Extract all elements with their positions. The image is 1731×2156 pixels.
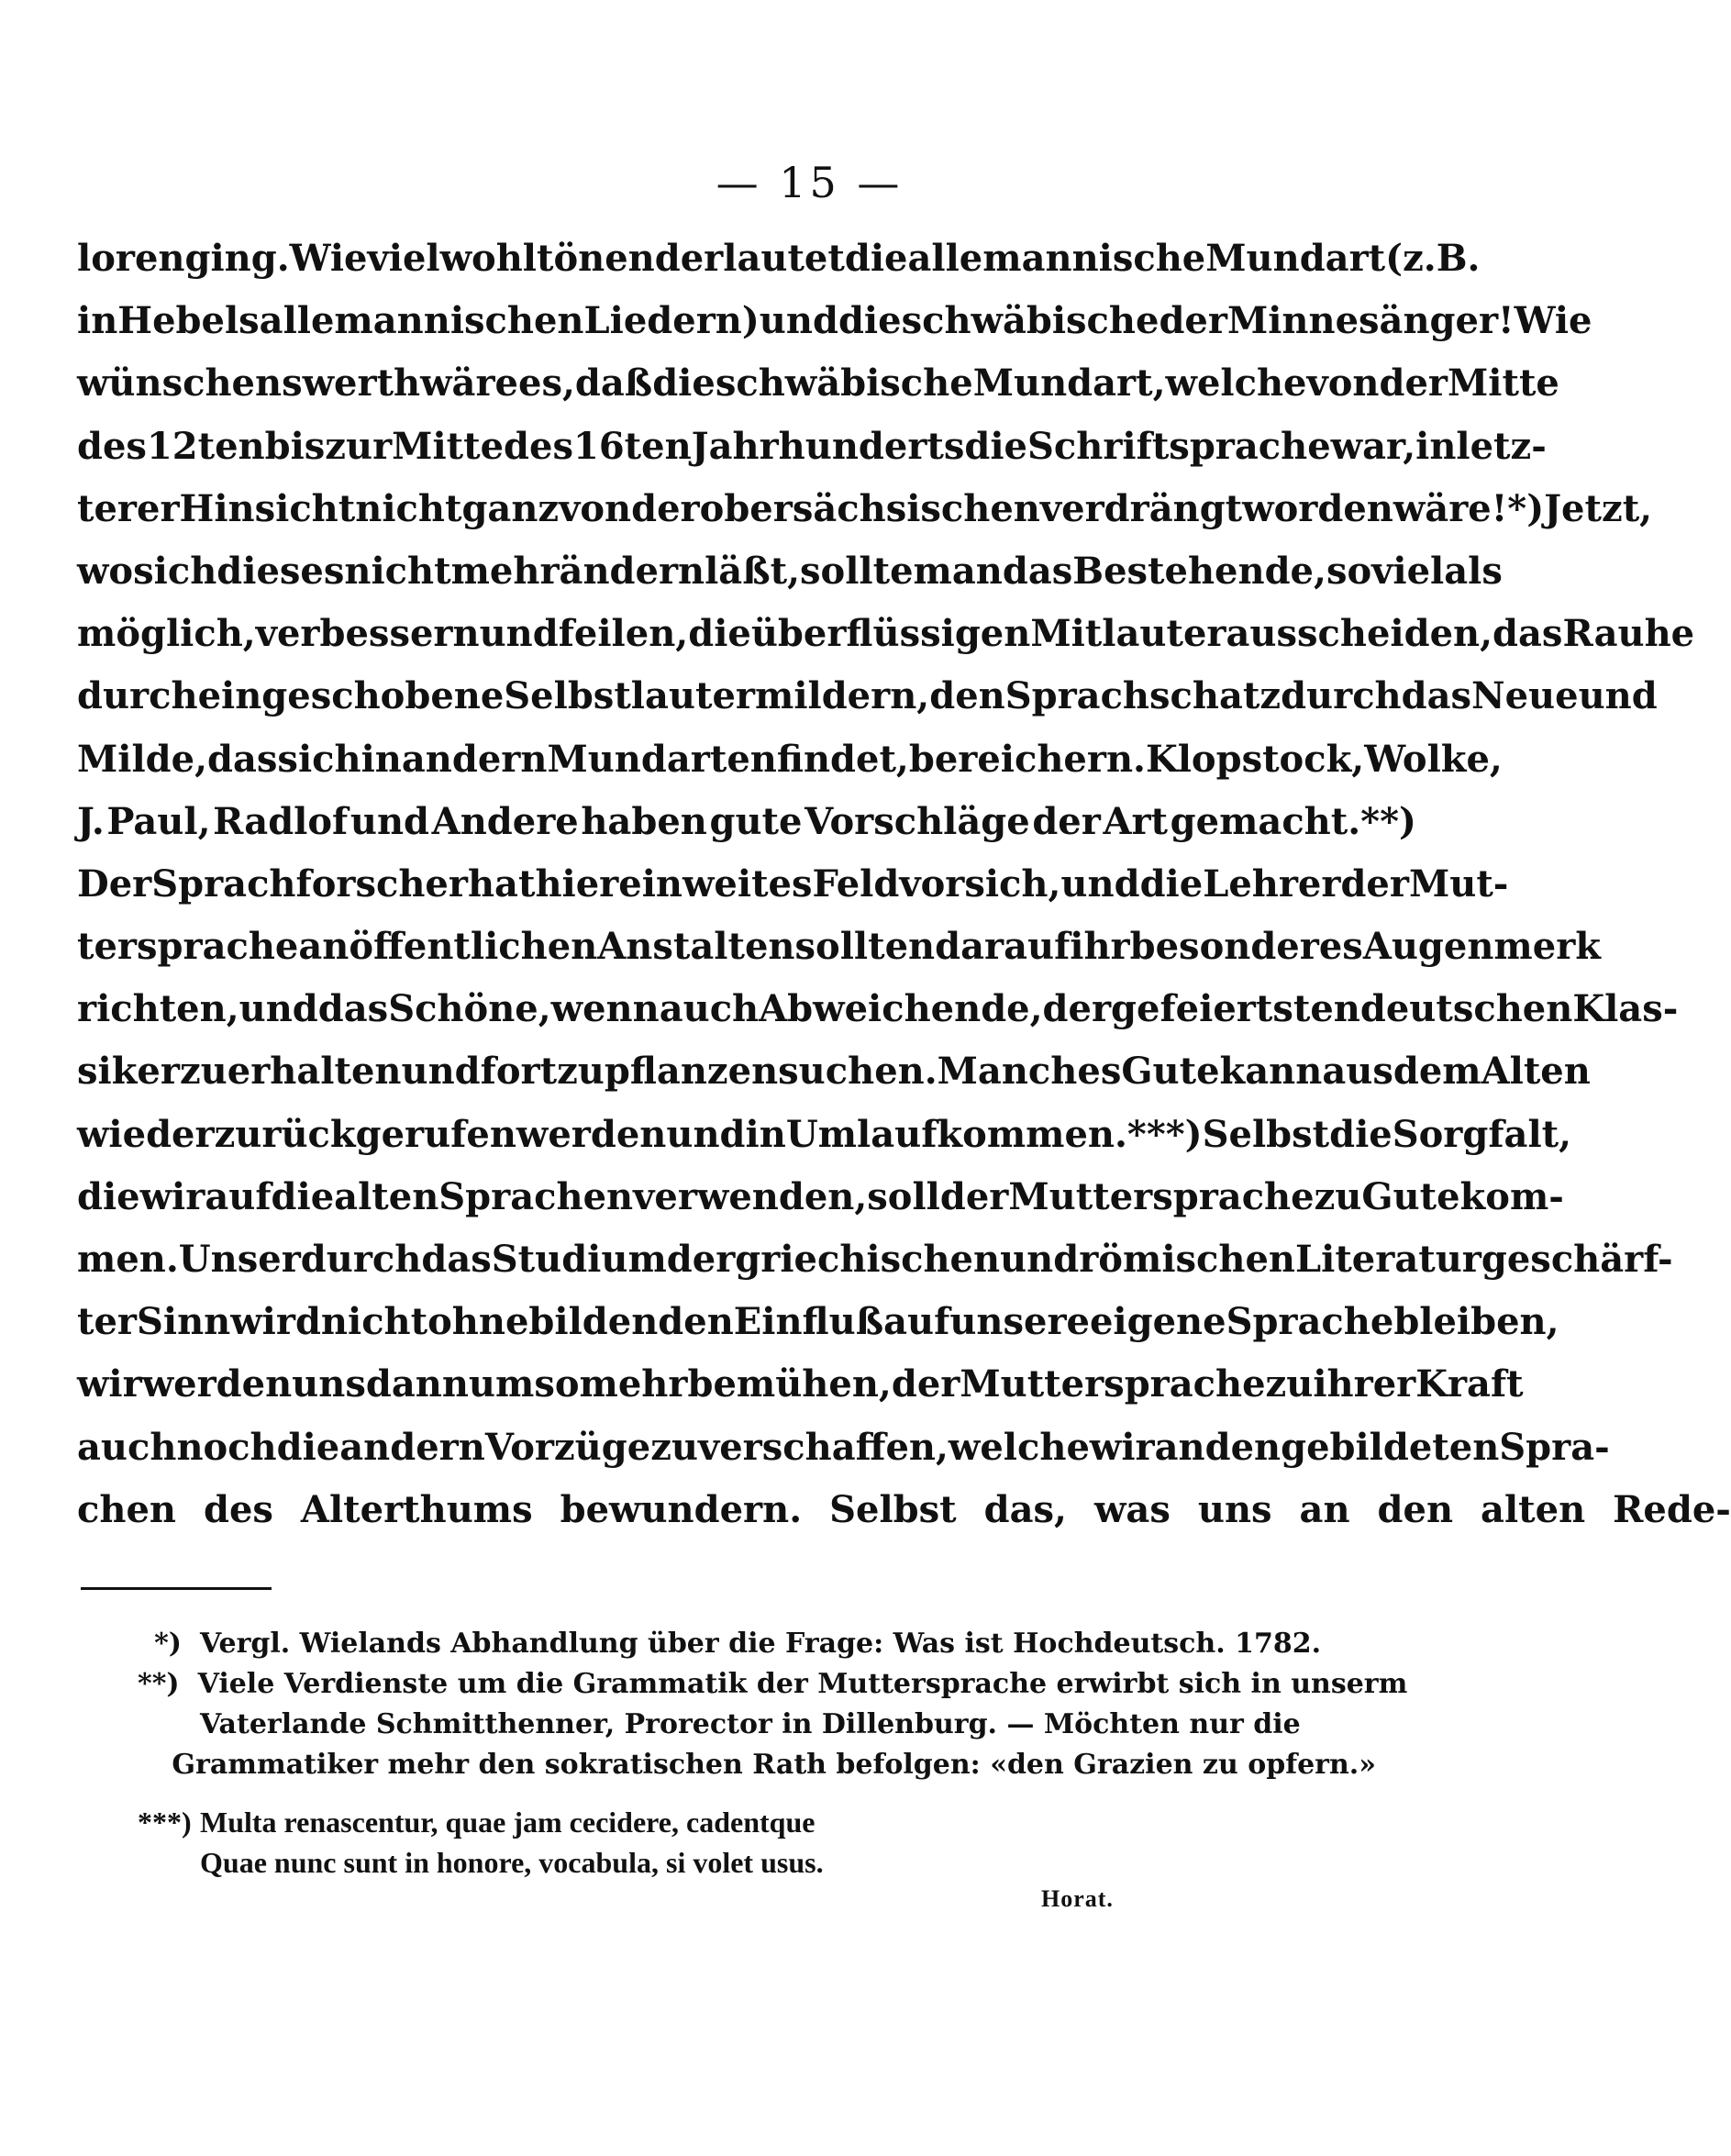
footnote-2-continued xyxy=(138,1745,1376,1785)
word: und xyxy=(1578,674,1658,718)
word: sollte xyxy=(800,549,914,593)
word: die xyxy=(77,1174,140,1218)
word: deutschen xyxy=(1359,987,1573,1031)
footnote-2-continued xyxy=(138,1705,1376,1745)
word: eingeschobene xyxy=(197,674,505,718)
word: schwäbische xyxy=(715,361,973,406)
word: viel xyxy=(367,237,440,280)
word: Augenmerk xyxy=(1362,925,1601,969)
word: und xyxy=(401,1050,481,1094)
word: verdrängt xyxy=(1039,486,1243,530)
word: daß xyxy=(574,361,653,406)
word: es, xyxy=(518,361,575,406)
word: und xyxy=(239,987,318,1031)
word: um xyxy=(468,1362,535,1406)
footnote-text: Quae nunc sunt in honore, vocabula, si volet usus. xyxy=(200,1846,824,1879)
word: wohltönender xyxy=(439,237,724,280)
word: die xyxy=(652,361,716,406)
word: vor xyxy=(899,861,965,906)
word: der xyxy=(1159,299,1227,343)
word: Mitlauter xyxy=(1030,612,1226,656)
word: und xyxy=(350,799,430,843)
word: das xyxy=(1002,549,1073,593)
word: sollten xyxy=(794,925,936,969)
text-line xyxy=(77,290,1592,352)
word: Jahrhunderts xyxy=(691,424,965,468)
word: die xyxy=(271,1174,335,1218)
word: Rauhe xyxy=(1562,612,1695,656)
word: und xyxy=(666,1112,746,1156)
word: verschaffen, xyxy=(697,1425,949,1469)
text-line xyxy=(77,1104,1572,1166)
word: Liedern) xyxy=(583,299,760,343)
word: 12ten xyxy=(146,424,265,468)
word: Abweichende, xyxy=(759,987,1043,1031)
word: allemannischen xyxy=(259,299,584,343)
word: Wie xyxy=(289,237,368,280)
word: das xyxy=(207,737,278,781)
word: darauf xyxy=(935,925,1071,969)
word: gute xyxy=(709,799,803,843)
text-line xyxy=(77,1228,1673,1291)
word: des xyxy=(504,424,573,468)
word: der xyxy=(1340,861,1409,906)
word: mehr xyxy=(579,1362,688,1406)
word: wenn xyxy=(550,987,660,1031)
footnote-text: Viele Verdienste um die Grammatik der Muttersprache erwirbt sich in unserm xyxy=(197,1668,1408,1700)
word: wir xyxy=(139,1174,205,1218)
word: Muttersprache xyxy=(960,1362,1266,1406)
word: Muttersprache xyxy=(1008,1174,1315,1218)
word: Mundart, xyxy=(972,361,1166,406)
word: wäre!*) xyxy=(1393,486,1545,530)
word: die xyxy=(844,237,908,280)
word: verbessern xyxy=(255,612,480,656)
word: bereichern. xyxy=(908,737,1146,781)
word: Sorgfalt, xyxy=(1392,1112,1572,1156)
word: hat xyxy=(467,861,536,906)
word: eigene xyxy=(1089,1300,1226,1344)
word: an xyxy=(298,925,350,969)
word: worden xyxy=(1242,486,1393,530)
word: wünschenswerth xyxy=(77,361,421,406)
word: von xyxy=(559,486,632,530)
word: durch xyxy=(77,674,198,718)
text-line xyxy=(77,228,1481,290)
text-line xyxy=(77,916,1601,978)
word: Schriftsprache xyxy=(1027,424,1331,468)
text-line xyxy=(77,1291,1559,1353)
word: das xyxy=(1401,674,1472,718)
word: weites xyxy=(682,861,813,906)
word: Lehrer xyxy=(1203,861,1341,906)
word: Wie xyxy=(1514,299,1592,343)
text-line xyxy=(77,352,1559,415)
word: Andere xyxy=(431,799,579,843)
word: Selbst xyxy=(1202,1112,1330,1156)
word: zu xyxy=(1265,1362,1314,1406)
word: der xyxy=(666,1238,736,1281)
word: dann xyxy=(365,1362,469,1406)
body-text xyxy=(77,228,1731,1541)
word: ihrer xyxy=(1313,1362,1416,1406)
word: der xyxy=(1032,799,1101,843)
word: Neue xyxy=(1471,674,1579,718)
footnote-divider xyxy=(81,1587,272,1590)
word: nicht xyxy=(344,549,451,593)
word: Unser xyxy=(178,1238,301,1281)
word: noch xyxy=(176,1425,277,1469)
footnote-mark: *) xyxy=(154,1628,182,1660)
word: uns xyxy=(292,1362,366,1406)
word: J. xyxy=(77,799,105,843)
word: Vorschläge xyxy=(804,799,1030,843)
word: bewundern. xyxy=(560,1487,803,1531)
word: geschärf- xyxy=(1481,1238,1673,1281)
footnote-1 xyxy=(138,1624,1376,1664)
word: mehr xyxy=(450,549,560,593)
word: findet, xyxy=(776,737,909,781)
word: siker xyxy=(77,1050,180,1094)
word: der xyxy=(631,486,700,530)
footnote-3 xyxy=(138,1802,1376,1842)
word: Sinn xyxy=(137,1300,231,1344)
word: ein xyxy=(618,861,682,906)
word: das xyxy=(421,1238,492,1281)
word: Sprachen xyxy=(438,1174,634,1218)
word: wir xyxy=(77,1362,142,1406)
word: die xyxy=(688,612,751,656)
text-line xyxy=(77,1040,1591,1103)
word: sich, xyxy=(964,861,1061,906)
word: 16ten xyxy=(572,424,692,468)
word: andern xyxy=(401,737,548,781)
word: Radlof xyxy=(213,799,349,843)
word: dieses xyxy=(216,549,345,593)
word: auch xyxy=(77,1425,177,1469)
word: an xyxy=(1299,1487,1350,1531)
word: verwenden, xyxy=(633,1174,868,1218)
word: auf xyxy=(883,1300,950,1344)
word: die xyxy=(1329,1112,1393,1156)
word: men. xyxy=(77,1238,179,1281)
word: welche xyxy=(948,1425,1090,1469)
word: in xyxy=(361,737,402,781)
word: das xyxy=(317,987,389,1031)
word: Mut- xyxy=(1408,861,1509,906)
word: Studium xyxy=(491,1238,667,1281)
page-number: — 15 — xyxy=(716,158,904,207)
word: zu xyxy=(179,1050,227,1094)
word: Paul, xyxy=(106,799,211,843)
word: zu xyxy=(650,1425,698,1469)
word: und xyxy=(1000,1238,1080,1281)
word: und xyxy=(1060,861,1140,906)
word: die xyxy=(1139,861,1204,906)
word: gemacht.**) xyxy=(1170,799,1416,843)
word: Mitte xyxy=(1448,361,1559,406)
word: suchen. xyxy=(778,1050,938,1094)
word: kommen.***) xyxy=(937,1112,1203,1156)
word: Mitte xyxy=(392,424,505,468)
text-line xyxy=(77,728,1503,791)
word: Mundarten xyxy=(547,737,777,781)
word: kom- xyxy=(1459,1174,1564,1218)
text-line xyxy=(77,1479,1731,1541)
word: und xyxy=(759,299,838,343)
word: der xyxy=(939,1174,1009,1218)
word: in xyxy=(745,1112,786,1156)
footnote-text: Vergl. Wielands Abhandlung über die Frage: Was ist Hochdeutsch. 1782. xyxy=(200,1628,1322,1660)
text-line xyxy=(77,603,1695,665)
word: Mundart xyxy=(1205,237,1386,280)
word: werden xyxy=(141,1362,293,1406)
word: was xyxy=(1093,1487,1171,1531)
word: gefeiertsten xyxy=(1111,987,1360,1031)
word: man xyxy=(913,549,1003,593)
word: andern xyxy=(339,1425,485,1469)
word: Alterthums xyxy=(300,1487,533,1531)
word: griechischen xyxy=(735,1238,1001,1281)
word: ter xyxy=(77,1300,137,1344)
word: Hinsicht xyxy=(179,486,356,530)
word: Selbst xyxy=(829,1487,957,1531)
text-line xyxy=(77,1417,1610,1479)
word: das xyxy=(1492,612,1563,656)
word: soll xyxy=(867,1174,940,1218)
word: Alten xyxy=(1481,1050,1591,1094)
word: den xyxy=(1377,1487,1454,1531)
word: war, xyxy=(1330,424,1416,468)
word: ohne xyxy=(427,1300,529,1344)
word: Milde, xyxy=(77,737,208,781)
word: die xyxy=(964,424,1028,468)
text-line xyxy=(77,978,1679,1040)
word: auf xyxy=(205,1174,272,1218)
footnote-attribution: Horat. xyxy=(1041,1885,1114,1912)
word: gebildeten xyxy=(1281,1425,1500,1469)
word: letz- xyxy=(1456,424,1547,468)
word: Jetzt, xyxy=(1544,486,1653,530)
word: Klopstock, xyxy=(1145,737,1365,781)
word: Gute xyxy=(1361,1174,1460,1218)
word: durch xyxy=(1281,674,1402,718)
footnote-text: Vaterlande Schmitthenner, Prorector in Dillenburg. — Möchten nur die xyxy=(200,1708,1301,1740)
word: Minnesänger! xyxy=(1226,299,1515,343)
word: Einfluß xyxy=(733,1300,884,1344)
word: Kraft xyxy=(1415,1362,1524,1406)
footnote-2 xyxy=(138,1664,1408,1705)
word: bemühen, xyxy=(687,1362,892,1406)
word: bis xyxy=(264,424,326,468)
word: werden xyxy=(516,1112,667,1156)
word: nicht xyxy=(320,1300,428,1344)
word: Spra- xyxy=(1499,1425,1610,1469)
word: tersprache xyxy=(77,925,299,969)
text-line xyxy=(77,665,1658,728)
word: an xyxy=(1154,1425,1205,1469)
word: wird xyxy=(230,1300,321,1344)
word: überflüssigen xyxy=(750,612,1031,656)
word: Anstalten xyxy=(597,925,795,969)
word: alten xyxy=(1481,1487,1586,1531)
word: so xyxy=(1326,549,1372,593)
word: der xyxy=(1042,987,1112,1031)
word: Klas- xyxy=(1572,987,1679,1031)
footnotes xyxy=(138,1624,1408,1883)
word: hier xyxy=(535,861,619,906)
word: den xyxy=(929,674,1005,718)
word: terer xyxy=(77,486,180,530)
word: läßt, xyxy=(705,549,801,593)
text-line xyxy=(77,478,1653,540)
word: haben xyxy=(581,799,707,843)
word: von xyxy=(1306,361,1380,406)
footnote-text: Multa renascentur, quae jam cecidere, cadentque xyxy=(200,1806,816,1839)
word: möglich, xyxy=(77,612,256,656)
word: den xyxy=(1204,1425,1282,1469)
word: fortzupflanzen xyxy=(480,1050,779,1094)
word: Umlauf xyxy=(785,1112,938,1156)
word: zu xyxy=(1314,1174,1362,1218)
word: der xyxy=(1379,361,1448,406)
footnote-3-continued xyxy=(138,1842,1376,1883)
word: Schöne, xyxy=(388,987,551,1031)
word: in xyxy=(77,299,118,343)
word: Hebels xyxy=(117,299,260,343)
word: zurückgerufen xyxy=(214,1112,516,1156)
word: dem xyxy=(1393,1050,1481,1094)
word: ging. xyxy=(184,237,290,280)
word: wäre xyxy=(420,361,518,406)
word: Sprache xyxy=(1226,1300,1394,1344)
text-line xyxy=(77,540,1503,603)
word: allemannische xyxy=(907,237,1206,280)
word: wo xyxy=(77,549,134,593)
word: Sprachschatz xyxy=(1004,674,1282,718)
word: wir xyxy=(1089,1425,1155,1469)
word: und xyxy=(479,612,559,656)
word: Sprachforscher xyxy=(151,861,468,906)
word: bleiben, xyxy=(1393,1300,1559,1344)
footnote-text: Grammatiker mehr den sokratischen Rath befolgen: «den Grazien zu opfern.» xyxy=(172,1749,1376,1781)
word: als xyxy=(1444,549,1503,593)
word: Art xyxy=(1103,799,1169,843)
word: ihr xyxy=(1070,925,1130,969)
word: obersächsischen xyxy=(699,486,1040,530)
word: lautet xyxy=(723,237,845,280)
word: nicht xyxy=(355,486,462,530)
word: sich xyxy=(133,549,217,593)
word: Rede- xyxy=(1613,1487,1731,1531)
word: zur xyxy=(325,424,393,468)
word: chen xyxy=(77,1487,176,1531)
text-line xyxy=(77,1353,1524,1416)
word: durch xyxy=(300,1238,422,1281)
word: in xyxy=(1415,424,1457,468)
word: Bestehende, xyxy=(1072,549,1326,593)
text-line xyxy=(77,853,1509,916)
word: welche xyxy=(1165,361,1307,406)
word: feilen, xyxy=(558,612,689,656)
text-line xyxy=(77,1166,1564,1228)
footnote-mark: **) xyxy=(138,1668,180,1700)
word: unsere xyxy=(949,1300,1090,1344)
word: Wolke, xyxy=(1364,737,1503,781)
word: (z.B. xyxy=(1385,237,1481,280)
word: kann xyxy=(1219,1050,1323,1094)
word: Vorzüge xyxy=(484,1425,651,1469)
word: erhalten xyxy=(227,1050,402,1094)
word: viel xyxy=(1371,549,1445,593)
word: so xyxy=(534,1362,580,1406)
word: ändern xyxy=(559,549,705,593)
word: ganz xyxy=(461,486,560,530)
word: aus xyxy=(1322,1050,1393,1094)
word: Manches xyxy=(937,1050,1122,1094)
word: Gute xyxy=(1121,1050,1220,1094)
word: Der xyxy=(77,861,152,906)
word: Literatur xyxy=(1295,1238,1481,1281)
word: mildern, xyxy=(755,674,930,718)
word: des xyxy=(203,1487,273,1531)
word: ausscheiden, xyxy=(1226,612,1493,656)
word: bildenden xyxy=(528,1300,734,1344)
word: loren xyxy=(77,237,185,280)
word: uns xyxy=(1197,1487,1272,1531)
word: alten xyxy=(334,1174,439,1218)
word: römischen xyxy=(1079,1238,1295,1281)
word: sich xyxy=(277,737,361,781)
word: schwäbische xyxy=(901,299,1160,343)
word: richten, xyxy=(77,987,239,1031)
word: das, xyxy=(983,1487,1067,1531)
word: wieder xyxy=(77,1112,215,1156)
word: auch xyxy=(659,987,760,1031)
word: öffentlichen xyxy=(349,925,598,969)
word: des xyxy=(77,424,147,468)
word: Selbstlauter xyxy=(504,674,755,718)
word: die xyxy=(276,1425,340,1469)
footnote-mark: ***) xyxy=(138,1806,192,1839)
text-line xyxy=(77,416,1547,478)
word: Feld xyxy=(812,861,900,906)
word: der xyxy=(891,1362,960,1406)
word: die xyxy=(838,299,902,343)
text-line xyxy=(77,791,1416,853)
word: besonderes xyxy=(1129,925,1363,969)
